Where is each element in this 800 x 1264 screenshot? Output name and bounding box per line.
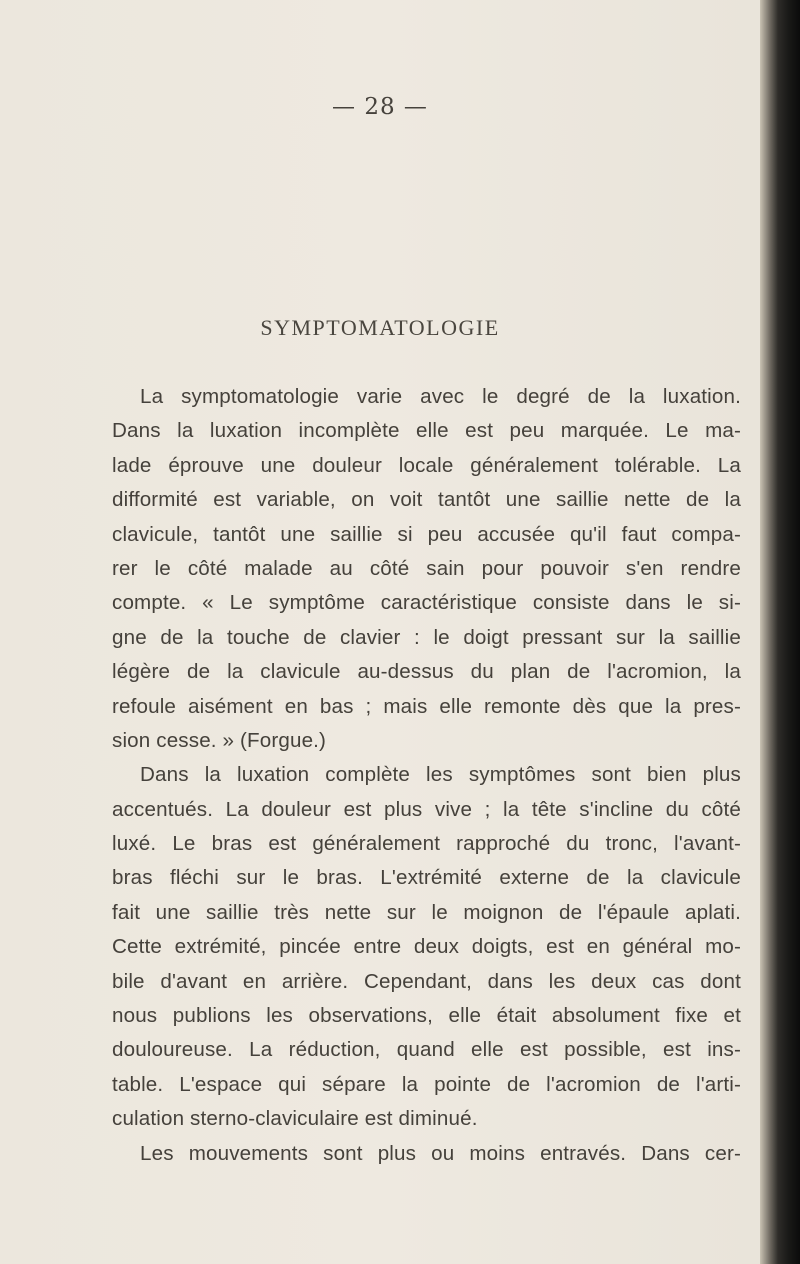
paragraph bbox=[112, 1137, 741, 1171]
text-line: nous publions les observations, elle était absolument fixe et bbox=[112, 1004, 741, 1028]
text-line: compte. « Le symptôme caractéristique consiste dans le si- bbox=[112, 591, 741, 615]
text-line: gne de la touche de clavier : le doigt pressant sur la saillie bbox=[112, 625, 741, 649]
paragraph bbox=[112, 380, 741, 758]
text-line: douloureuse. La réduction, quand elle est possible, est ins- bbox=[112, 1038, 741, 1062]
text-line: légère de la clavicule au-dessus du plan de l'acromion, la bbox=[112, 660, 741, 684]
text-line: clavicule, tantôt une saillie si peu accusée qu'il faut compa- bbox=[112, 522, 741, 546]
page-edge-shadow bbox=[760, 0, 800, 1264]
text-line: rer le côté malade au côté sain pour pouvoir s'en rendre bbox=[112, 556, 741, 580]
text-line: La symptomatologie varie avec le degré de la luxation. bbox=[140, 385, 741, 408]
text-line: culation sterno-claviculaire est diminué. bbox=[112, 1107, 478, 1131]
text-line: difformité est variable, on voit tantôt une saillie nette de la bbox=[112, 488, 741, 512]
text-line: refoule aisément en bas ; mais elle remonte dès que la pres- bbox=[112, 694, 741, 718]
text-line: fait une saillie très nette sur le moignon de l'épaule aplati. bbox=[112, 900, 741, 924]
page-number: — 28 — bbox=[332, 94, 428, 120]
text-line: table. L'espace qui sépare la pointe de l'acromion de l'arti- bbox=[112, 1072, 741, 1096]
text-line: Les mouvements sont plus ou moins entravés. Dans cer- bbox=[140, 1141, 741, 1165]
body-text bbox=[112, 380, 741, 1171]
text-line: accentués. La douleur est plus vive ; la tête s'incline du côté bbox=[112, 797, 741, 821]
text-line: Dans la luxation incomplète elle est peu marquée. Le ma- bbox=[112, 419, 741, 443]
text-line: Cette extrémité, pincée entre deux doigts, est en général mo- bbox=[112, 935, 741, 959]
text-line: bile d'avant en arrière. Cependant, dans les deux cas dont bbox=[112, 969, 741, 993]
paragraph bbox=[112, 758, 741, 1136]
text-line: luxé. Le bras est généralement rapproché du tronc, l'avant- bbox=[112, 832, 741, 856]
text-line: Dans la luxation complète les symptômes sont bien plus bbox=[140, 763, 741, 787]
text-line: bras fléchi sur le bras. L'extrémité externe de la clavicule bbox=[112, 866, 741, 890]
text-line: sion cesse. » (Forgue.) bbox=[112, 728, 327, 752]
text-line: lade éprouve une douleur locale généralement tolérable. La bbox=[112, 453, 741, 477]
chapter-title: SYMPTOMATOLOGIE bbox=[260, 315, 500, 340]
